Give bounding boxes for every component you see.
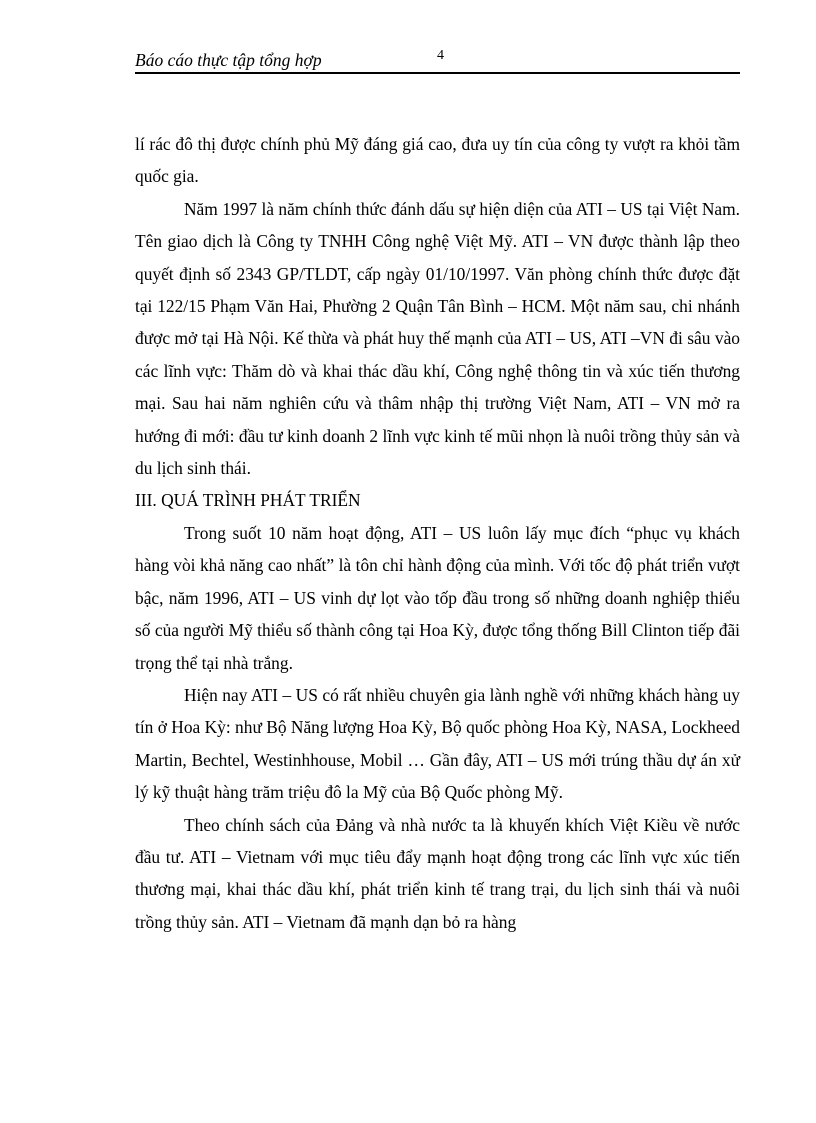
paragraph-ati-vietnam: Năm 1997 là năm chính thức đánh dấu sự hiện diện của ATI – US tại Việt Nam. Tên giao dịch là Công ty TNHH Công nghệ Việt Mỹ. ATI – VN được thành lập theo quyết định số 2343 GP/TLDT, cấp ngày 01/10/1997. Văn phòng chính thức được đặt tại 122/15 Phạm Văn Hai, Phường 2 Quận Tân Bình – HCM. Một năm sau, chi nhánh được mở tại Hà Nội. Kế thừa và phát huy thế mạnh của ATI – US, ATI –VN đi sâu vào các lĩnh vực: Thăm dò và khai thác dầu khí, Công nghệ thông tin và xúc tiến thương mại. Sau hai năm nghiên cứu và thâm nhập thị trường Việt Nam, ATI – VN mở ra hướng đi mới: đầu tư kinh doanh 2 lĩnh vực kinh tế mũi nhọn là nuôi trồng thủy sản và du lịch sinh thái. xyxy=(135,198,740,479)
section-heading: III. QUÁ TRÌNH PHÁT TRIỂN xyxy=(135,490,361,511)
paragraph-continuation: lí rác đô thị được chính phủ Mỹ đáng giá cao, đưa uy tín của công ty vượt ra khỏi tầm quốc gia. xyxy=(135,134,740,187)
document-body xyxy=(135,128,740,938)
page-header xyxy=(135,48,740,74)
document-title: Báo cáo thực tập tổng hợp xyxy=(135,50,322,70)
page-number: 4 xyxy=(437,48,444,63)
paragraph-development: Trong suốt 10 năm hoạt động, ATI – US luôn lấy mục đích “phục vụ khách hàng vòi khả năng cao nhất” là tôn chỉ hành động của mình. Với tốc độ phát triển vượt bậc, năm 1996, ATI – US vinh dự lọt vào tốp đầu trong số những doanh nghiệp thiểu số của người Mỹ thiểu số thành công tại Hoa Kỳ, được tổng thống Bill Clinton tiếp đãi trọng thể tại nhà trắng. xyxy=(135,522,740,673)
paragraph-clients: Hiện nay ATI – US có rất nhiều chuyên gia lành nghề với những khách hàng uy tín ở Hoa Kỳ: như Bộ Năng lượng Hoa Kỳ, Bộ quốc phòng Hoa Kỳ, NASA, Lockheed Martin, Bechtel, Westinhhouse, Mobil … Gần đây, ATI – US mới trúng thầu dự án xử lý kỹ thuật hàng trăm triệu đô la Mỹ của Bộ Quốc phòng Mỹ. xyxy=(135,684,740,803)
paragraph-policy: Theo chính sách của Đảng và nhà nước ta là khuyến khích Việt Kiều về nước đầu tư. ATI – Vietnam với mục tiêu đẩy mạnh hoạt động trong các lĩnh vực xúc tiến thương mại, khai thác dầu khí, phát triển kinh tế trang trại, du lịch sinh thái và nuôi trồng thủy sản. ATI – Vietnam đã mạnh dạn bỏ ra hàng xyxy=(135,814,740,932)
